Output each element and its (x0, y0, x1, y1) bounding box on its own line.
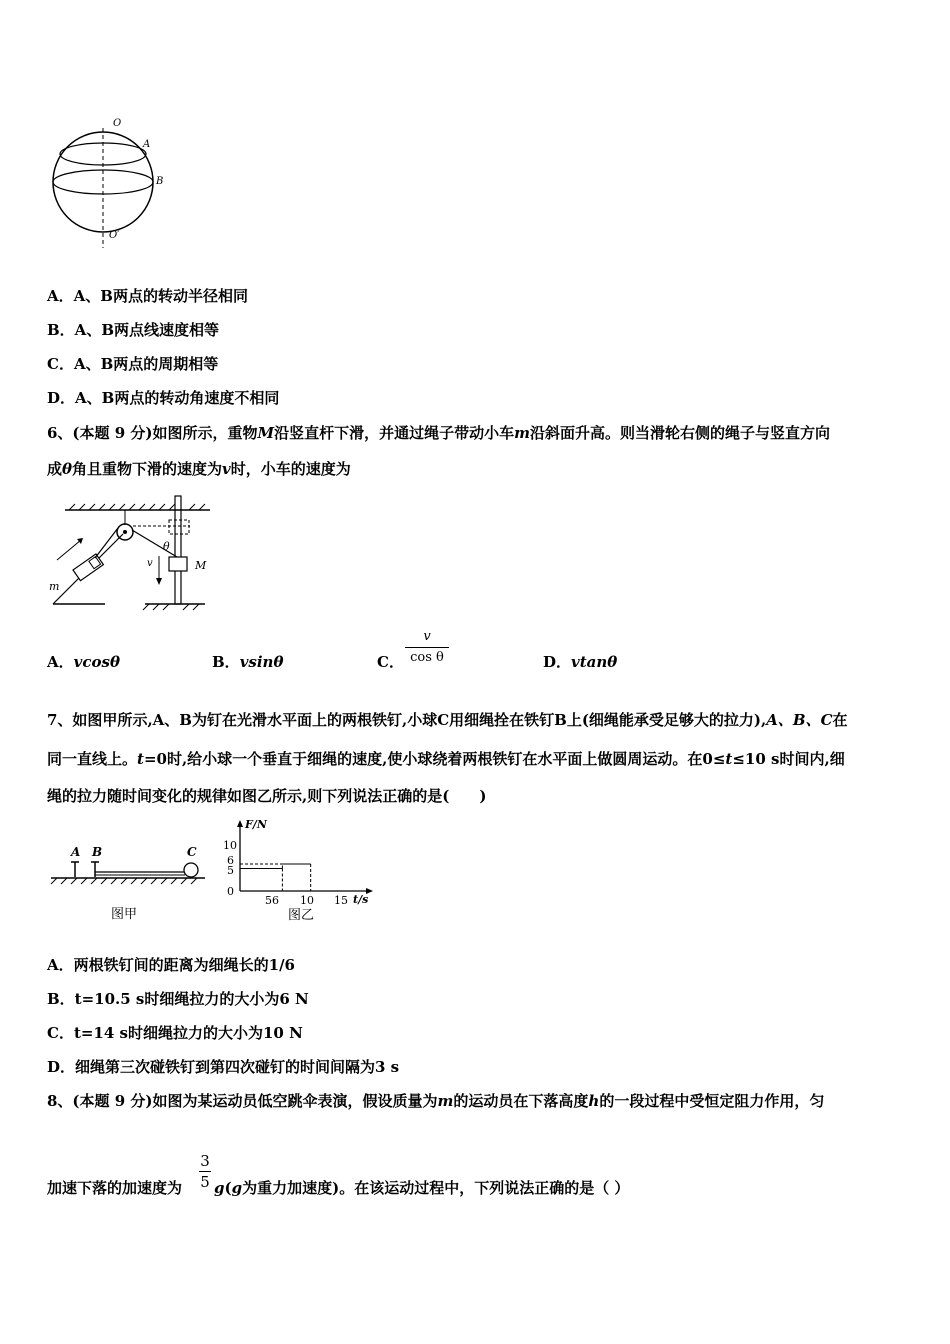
q7-option-a: A．两根铁钉间的距离为细绳长的1/6 (47, 956, 295, 974)
q8-l2-paren: ( (224, 1179, 232, 1197)
q6-var-v: v (222, 460, 231, 478)
q6-option-b-label: B． (212, 653, 240, 671)
label-A: A (71, 845, 81, 859)
q8-stem-line1 (47, 1091, 824, 1111)
q7-l2-t: t (137, 750, 144, 768)
q7-figure-jia (45, 842, 215, 927)
q6-option-c (377, 652, 404, 672)
q6-option-c-denominator: cos θ (410, 650, 444, 665)
q6-option-c-numerator: v (423, 629, 431, 644)
q6-option-a-text: vcosθ (73, 653, 120, 671)
q5-option-d: D．A、B两点的转动角速度不相同 (47, 389, 280, 407)
pulley-hub (123, 530, 127, 534)
q7-stem-line3: 绳的拉力随时间变化的规律如图乙所示,则下列说法正确的是( ) (47, 787, 487, 805)
q7-l1-tail: A、B、C (766, 711, 833, 729)
y-axis-label: F/N (245, 818, 267, 831)
y-axis-arrowhead (237, 820, 243, 827)
q7-l2-prefix: 同一直线上。 (47, 750, 138, 768)
q8-l1-prefix: 8、(本题 9 分)如图为某运动员低空跳伞表演，假设质量为 (47, 1092, 438, 1110)
q6-option-c-label: C． (377, 653, 404, 671)
q6-option-c-fraction (405, 628, 449, 667)
q7-l1-text: 7、如图甲所示,A、B为钉在光滑水平面上的两根铁钉,小球C用细绳拴在铁钉B上(细绳能承受足够大的拉力), (47, 711, 767, 729)
ball-C (184, 863, 198, 877)
vertical-rod (175, 496, 181, 604)
chart-marks (240, 864, 311, 891)
q6-option-a-label: A． (47, 653, 74, 671)
q5-option-b: B．A、B两点线速度相等 (47, 321, 219, 339)
q5-option-c: C．A、B两点的周期相等 (47, 355, 219, 373)
q7-stem-line2 (47, 749, 845, 769)
ceiling-hatch (69, 504, 205, 510)
q6-var-theta: θ (62, 460, 73, 478)
q6-l1-prefix: 6、(本题 9 分)如图所示，重物 (47, 424, 258, 442)
q8-var-g: g (214, 1179, 225, 1197)
label-v: v (147, 558, 153, 569)
q5-sphere-figure (45, 110, 185, 255)
q8-var-g2: g (231, 1179, 243, 1197)
q6-l1-mid: 沿竖直杆下滑，并通过绳子带动小车 (274, 424, 515, 442)
q7-option-d: D．细绳第三次碰铁钉到第四次碰钉的时间间隔为3 s (47, 1058, 400, 1076)
q8-stem-line2-prefix: 加速下落的加速度为 (47, 1179, 183, 1197)
caption-jia: 图甲 (111, 907, 138, 922)
cart-motion-arrow (57, 540, 81, 560)
label-m: m (49, 580, 60, 593)
q6-option-a (47, 652, 120, 672)
q6-option-d-label: D． (543, 653, 572, 671)
q6-stem-line2 (47, 459, 351, 479)
q6-l2-mid: 角且重物下滑的速度为 (72, 460, 223, 478)
label-B: B (92, 845, 103, 859)
label-M: M (195, 559, 207, 572)
y-tick-0: 0 (227, 885, 234, 898)
q6-l1-suffix: 沿斜面升高。则当滑轮右侧的绳子与竖直方向 (530, 424, 831, 442)
caption-yi: 图乙 (288, 908, 315, 923)
label-theta: θ (163, 540, 170, 553)
q7-l2-mid: =0时,给小球一个垂直于细绳的速度,使小球绕着两根铁钉在水平面上做圆周运动。在0≤ (143, 750, 726, 768)
ground-right-hatch (143, 604, 199, 610)
label-o-bottom: O′ (109, 230, 120, 241)
label-C: C (187, 845, 197, 859)
q6-option-b-text: vsinθ (239, 653, 284, 671)
x-tick-10: 10 (300, 894, 314, 907)
q6-l2-prefix: 成 (47, 460, 63, 478)
y-tick-5: 5 (227, 864, 234, 877)
q8-fraction-denominator: 5 (200, 1173, 210, 1191)
q8-var-m: m (437, 1092, 454, 1110)
cart-m (73, 554, 103, 581)
label-o-top: O (113, 118, 122, 129)
q6-stem-line1 (47, 423, 830, 443)
fraction-bar (405, 647, 449, 648)
q8-fraction (197, 1152, 213, 1191)
q8-l1-suffix: 的一段过程中受恒定阻力作用，匀 (599, 1092, 825, 1110)
q7-option-c: C．t=14 s时细绳拉力的大小为10 N (47, 1024, 303, 1042)
q5-option-a: A．A、B两点的转动半径相同 (47, 287, 248, 305)
q7-figure-yi-chart (220, 815, 380, 927)
x-tick-15: 15 (334, 894, 348, 907)
q7-option-b: B．t=10.5 s时细绳拉力的大小为6 N (47, 990, 309, 1008)
q6-l2-suffix: 时，小车的速度为 (230, 460, 351, 478)
q6-option-d-text: vtanθ (571, 653, 618, 671)
ground-jia-hatch (51, 878, 197, 884)
q6-pulley-figure (45, 490, 215, 615)
q7-l2-t2: t (725, 750, 733, 768)
dashed-box (169, 520, 189, 534)
q6-var-M: M (257, 424, 275, 442)
q8-var-h: h (588, 1092, 600, 1110)
velocity-arrowhead (156, 578, 162, 585)
y-tick-6: 6 (227, 854, 234, 867)
q8-fraction-numerator: 3 (200, 1152, 210, 1170)
latitude-circle-a (60, 143, 146, 165)
y-tick-10: 10 (223, 839, 237, 852)
q6-option-d (543, 652, 617, 672)
q7-stem-line1 (47, 710, 848, 730)
block-M (169, 557, 187, 571)
x-axis-label: t/s (353, 893, 369, 906)
q8-fraction-bar (199, 1171, 211, 1172)
q8-l2-suffix: 为重力加速度)。在该运动过程中，下列说法正确的是（ ） (242, 1179, 630, 1197)
q7-l2-suffix: ≤10 s时间内,细 (732, 750, 845, 768)
q6-var-m: m (514, 424, 531, 442)
label-b: B (156, 176, 164, 187)
label-a: A (143, 139, 151, 150)
x-tick-56: 56 (265, 894, 279, 907)
q6-option-b (212, 652, 283, 672)
q8-l1-mid: 的运动员在下落高度 (453, 1092, 589, 1110)
q8-stem-line2 (214, 1178, 629, 1198)
q7-l1-end: 在 (832, 711, 848, 729)
